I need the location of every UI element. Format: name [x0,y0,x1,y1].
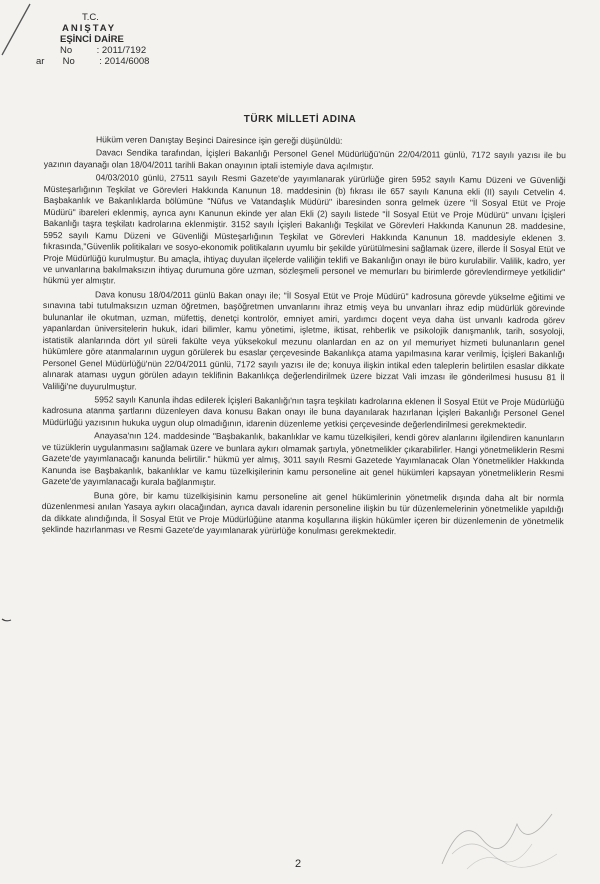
header-department: EŞİNCİ DAİRE [60,34,124,45]
esas-value: : 2011/7192 [96,45,147,56]
case-header [36,12,149,67]
header-esas-no [36,45,149,56]
header-tc: T.C. [82,12,99,23]
header-court: ANIŞTAY [62,23,117,34]
karar-value: : 2014/6008 [99,56,150,67]
margin-tick-mark [0,613,14,627]
paragraph-5: 5952 sayılı Kanunla ihdas edilerek İçişleri Bakanlığı'nın taşra teşkilatı kadrolarına eklenen İl Sosyal Etüt ve Proje Müdürlüğü kadrosuna atanma şartlarını düzenleyen dava konusu Bakan onayı ile buna dayanılarak hazırlanan İçişleri Bakanlığı Personel Genel Müdürlüğü yazısının hukuka uygun olup olmadığının, idarenin düzenleme yetkisi çerçevesinde değerlendirilmesi gerekmektedir. [42,394,565,430]
paragraph-1: Hüküm veren Danıştay Beşinci Dairesince işin gereği düşünüldü: [95,134,343,146]
document-title: TÜRK MİLLETİ ADINA [243,114,357,125]
paragraph-4: Dava konusu 18/04/2011 günlü Bakan onayı ile; "İl Sosyal Etüt ve Proje Müdürü" kadrosuna görevde yükselme eğitimi ve sınavına tabi tutulmaksızın uzman öğretmen, başöğretmen unvanlarını ihraz etmiş veya bu unvanları ihraz edip müdürlük görevinde bulunanlar ile okutman, uzman, müfettiş, denetçi kontrolör, emniyet amiri, yardımcı doçent veya daha üst unvanlı kadroda görev yapanlardan üniversitelerin hukuk, idari bilimler, kamu yönetimi, işletme, iktisat, rehberlik ve psikolojik danışmanlık, tarih, sosyoloji, istatistik alanlarında dört yıl süreli fakülte veya yüksekokul mezunu olanlardan en az on yıl memuriyet hizmeti bulunanların genel hükümlere göre atanmalarının uygun görülerek bu esaslar çerçevesinde Bakanlıkça atama yapılmasına karar verilmiş, İçişleri Bakanlığı Personel Genel Müdürlüğü'nün 22/04/2011 günlü, 7172 sayılı yazısı ile de; konuya ilişkin intikal eden taleplerin belirtilen esaslar dikkate alınarak ataması uygun görülen adayın teklifinin Bakanlıkça değerlendirilmek üzere bizzat Vali imzası ile gönderilmesi hususu 81 İl Valiliği'ne duyurulmuştur. [42,289,566,392]
paragraph-2: Davacı Sendika tarafından, İçişleri Bakanlığı Personel Genel Müdürlüğü'nün 22/04/2011 günlü, 7172 sayılı yazısı ile bu yazının dayanağı olan 18/04/2011 tarihli Bakan onayının iptali istemiyle dava açılmıştır. [43,147,566,171]
signature-scribble [432,794,572,874]
page-number: 2 [295,858,302,870]
esas-label: No [60,45,73,56]
paragraph-7: Buna göre, bir kamu tüzelkişisinin kamu personeline ait genel hükümlerinin yönetmelik dışında daha alt bir normla düzenlenmesi anılan Yasaya aykırı olacağından, ayrıca davalı idarenin personeline ilişkin bu tür düzenlemelerinin yönetmelikle yapıldığı da dikkate alındığında, İl Sosyal Etüt ve Proje Müdürlüğüne atanma koşullarına ilişkin hükümler içeren bir düzenlemenin de yönetmelik şeklinde hazırlanması ve Resmi Gazete'de yayımlanarak yürürlüğe konulması gerekmektedir. [41,489,564,537]
karar-prefix: ar [36,56,45,67]
paragraph-6: Anayasa'nın 124. maddesinde "Başbakanlık, bakanlıklar ve kamu tüzelkişileri, kendi görev alanlarını ilgilendiren kanunların ve tüzüklerin uygulanmasını sağlamak üzere ve bunlara aykırı olmamak şartıyla, yönetmelikler çıkarabilirler. Hangi yönetmeliklerin Resmi Gazete'de yayımlanacağı kanunda belirtilir." hükmü yer almış, 3011 sayılı Resmi Gazetede Yayımlanacak Olan Yönetmelikler Hakkında Kanunda ise Başbakanlık, bakanlıklar ve kamu tüzelkişilerinin kamu personeline ait genel hükümleri kapsayan yönetmeliklerin Resmi Gazete'de yayımlanacağı kurala bağlanmıştır. [41,430,565,488]
paragraph-3: 04/03/2010 günlü, 27511 sayılı Resmi Gazete'de yayımlanarak yürürlüğe giren 5952 sayılı Kamu Düzeni ve Güvenliği Müsteşarlığının Teşkilat ve Görevleri Hakkında Kanunun 18. maddesinin (b) fıkrası ile 657 sayılı Kanuna ekli (II) sayılı Cetvelin 4. Başbakanlık ve Bakanlıklarda bölümüne "Nüfus ve Vatandaşlık Müdürü" ibaresinden sonra gelmek üzere "İl Sosyal Etüt ve Proje Müdürü" ibareleri eklenmiş, ayrıca aynı Kanunun ekinde yer alan Ekli (2) sayılı listede "İl Sosyal Etüt ve Proje Müdürü" unvanı İçişleri Bakanlığı taşra teşkilatı kadrolarına eklenmiştir. 3152 sayılı İçişleri Bakanlığı Teşkilat ve Görevleri Hakkında Kanunun 28. maddesine, 5952 sayılı Kamu Düzeni ve Güvenliği Müsteşarlığının Teşkilat ve Görevleri Hakkında Kanunun 18. maddesiyle eklenen 3. fıkrasında,"Güvenlik politikaları ve sosyo-ekonomik politikaların uyumlu bir şekilde yürütülmesini sağlamak üzere, illerde İl Sosyal Etüt ve Proje Müdürlüğü kurulmuştur. Bu amaçla, ihtiyaç duyulan ilçelerde valiliğin teklifi ve Bakanlığın onayı ile büro kurulabilir. Valilik, kadro, yer ve unvanlarına bakılmaksızın ihtiyaç durumuna göre uzman, sözleşmeli personel ve memurları bu birimlerde görevlendirmeye yetkilidir" hükmü yer almıştır. [43,172,566,286]
karar-label: No [62,56,75,67]
header-karar-no [36,56,149,67]
document-body [42,134,566,541]
